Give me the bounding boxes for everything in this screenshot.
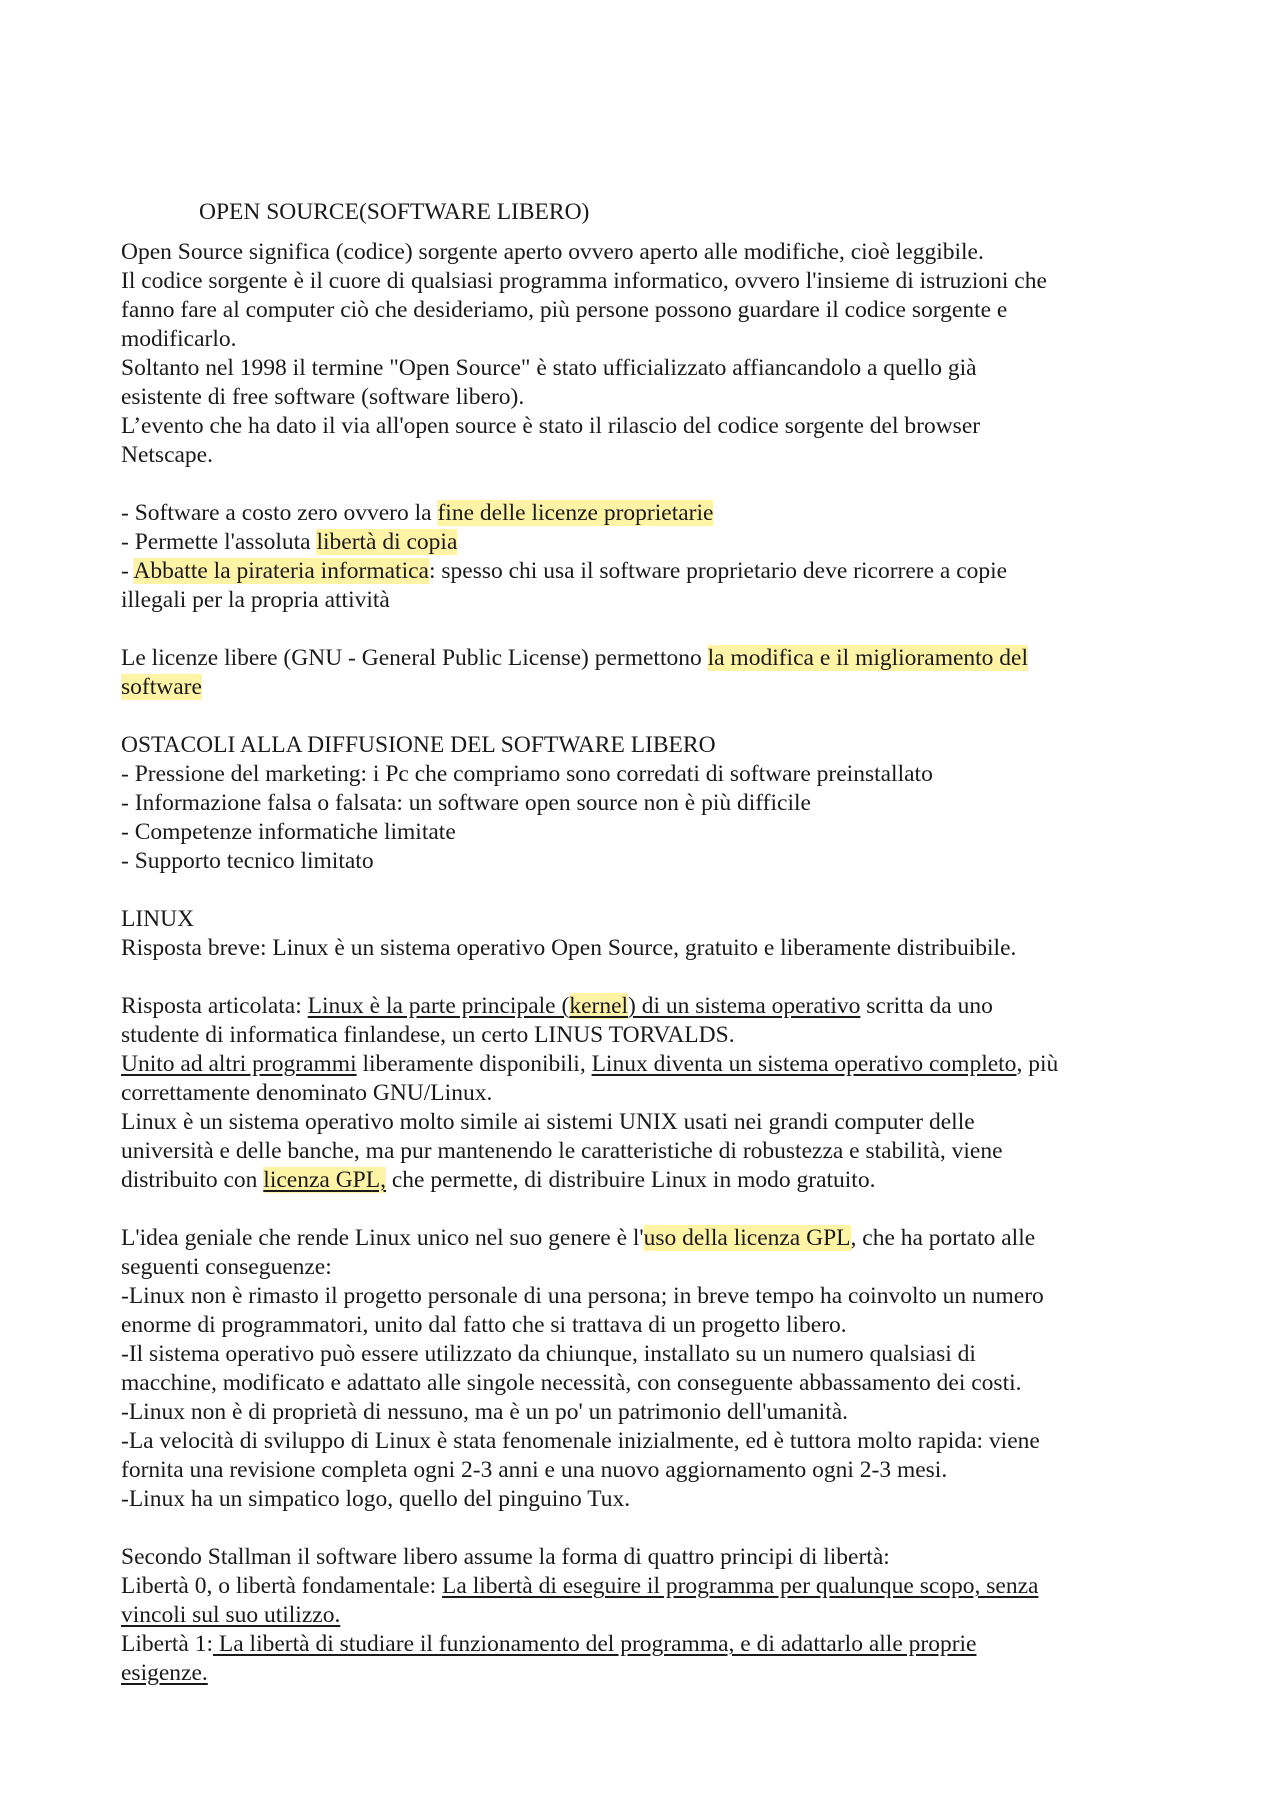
paragraph-line: esistente di free software (software libero). [121, 384, 525, 410]
list-item: -La velocità di sviluppo di Linux è stata fenomenale inizialmente, ed è tuttora molto rapida: viene [121, 1428, 1040, 1454]
paragraph-line: fanno fare al computer ciò che desideriamo, più persone possono guardare il codice sorgente e [121, 297, 1008, 323]
underlined-text: Linux diventa un sistema operativo completo [591, 1051, 1017, 1077]
section-heading: LINUX [121, 906, 195, 932]
paragraph-line: Secondo Stallman il software libero assume la forma di quattro principi di libertà: [121, 1544, 890, 1570]
section-heading: OSTACOLI ALLA DIFFUSIONE DEL SOFTWARE LIBERO [121, 732, 716, 758]
list-item: -Linux non è rimasto il progetto personale di una persona; in breve tempo ha coinvolto un numero [121, 1283, 1044, 1309]
document-body [121, 198, 1181, 1688]
paragraph-line: correttamente denominato GNU/Linux. [121, 1080, 493, 1106]
highlighted-text: Abbatte la pirateria informatica [133, 558, 429, 584]
paragraph-line [121, 1601, 1181, 1630]
page-title: OPEN SOURCE(SOFTWARE LIBERO) [199, 199, 590, 225]
list-item-continuation: illegali per la propria attività [121, 587, 390, 613]
intro-section [121, 238, 1181, 470]
underlined-text: esigenze. [121, 1660, 208, 1686]
paragraph-line: Il codice sorgente è il cuore di qualsiasi programma informatico, ovvero l'insieme di istruzioni che [121, 268, 1047, 294]
paragraph-line: distribuito con licenza GPL, che permette, di distribuire Linux in modo gratuito. [121, 1167, 876, 1193]
paragraph-line: Risposta breve: Linux è un sistema operativo Open Source, gratuito e liberamente distribuibile. [121, 935, 1017, 961]
list-item: enorme di programmatori, unito dal fatto che si trattava di un progetto libero. [121, 1312, 847, 1338]
highlighted-text: licenza GPL, [263, 1167, 386, 1193]
list-item: - Software a costo zero ovvero la fine delle licenze proprietarie [121, 500, 714, 526]
paragraph-line: Open Source significa (codice) sorgente aperto ovvero aperto alle modifiche, cioè leggibile. [121, 239, 984, 265]
paragraph-line: studente di informatica finlandese, un certo LINUS TORVALDS. [121, 1022, 735, 1048]
paragraph-line: L'idea geniale che rende Linux unico nel suo genere è l'uso della licenza GPL, che ha portato alle [121, 1225, 1036, 1251]
highlighted-text: kernel [569, 993, 629, 1019]
underlined-text: vincoli sul suo utilizzo. [121, 1602, 341, 1628]
underlined-text: La libertà di eseguire il programma per qualunque scopo, senza [442, 1573, 1039, 1599]
paragraph-line: seguenti conseguenze: [121, 1254, 332, 1280]
highlighted-text: software [121, 674, 202, 700]
paragraph-line: Unito ad altri programmi liberamente disponibili, Linux diventa un sistema operativo completo, più [121, 1051, 1059, 1077]
list-item: - Abbatte la pirateria informatica: spesso chi usa il software proprietario deve ricorrere a copie [121, 558, 1008, 584]
paragraph-line: modificarlo. [121, 326, 237, 352]
list-item: macchine, modificato e adattato alle singole necessità, con conseguente abbassamento dei costi. [121, 1370, 1022, 1396]
highlighted-text: la modifica e il miglioramento del [707, 645, 1029, 671]
stallman-section [121, 1543, 1181, 1688]
paragraph-line: Risposta articolata: Linux è la parte principale (kernel) di un sistema operativo scritta da uno [121, 993, 993, 1019]
list-item: - Supporto tecnico limitato [121, 848, 374, 874]
paragraph-line: Netscape. [121, 442, 213, 468]
list-item: - Competenze informatiche limitate [121, 819, 456, 845]
paragraph-line: Libertà 0, o libertà fondamentale: La libertà di eseguire il programma per qualunque scopo, senza [121, 1573, 1039, 1599]
paragraph-line: Linux è un sistema operativo molto simile ai sistemi UNIX usati nei grandi computer delle [121, 1109, 975, 1135]
list-item: -Linux ha un simpatico logo, quello del pinguino Tux. [121, 1486, 631, 1512]
linux-section [121, 905, 1181, 1195]
list-item: -Linux non è di proprietà di nessuno, ma è un po' un patrimonio dell'umanità. [121, 1399, 849, 1425]
list-item: - Informazione falsa o falsata: un software open source non è più difficile [121, 790, 811, 816]
benefits-list [121, 499, 1181, 615]
list-item: - Pressione del marketing: i Pc che compriamo sono corredati di software preinstallato [121, 761, 933, 787]
paragraph-line: Libertà 1: La libertà di studiare il funzionamento del programma, e di adattarlo alle proprie [121, 1631, 977, 1657]
obstacles-section [121, 731, 1181, 876]
underlined-text: Unito ad altri programmi [121, 1051, 357, 1077]
highlighted-text: libertà di copia [316, 529, 458, 555]
paragraph-line [121, 1659, 1181, 1688]
underlined-text: La libertà di studiare il funzionamento del programma, e di adattarlo alle proprie [213, 1631, 977, 1657]
licenses-paragraph [121, 644, 1181, 702]
list-item: - Permette l'assoluta libertà di copia [121, 529, 458, 555]
highlighted-text: fine delle licenze proprietarie [437, 500, 714, 526]
paragraph-line [121, 673, 1181, 702]
paragraph-line: Soltanto nel 1998 il termine "Open Source" è stato ufficializzato affiancandolo a quello già [121, 355, 977, 381]
paragraph-line: Le licenze libere (GNU - General Public License) permettono la modifica e il miglioramento del [121, 645, 1029, 671]
idea-section [121, 1224, 1181, 1514]
underlined-text: Linux è la parte principale (kernel) di un sistema operativo [307, 993, 861, 1019]
list-item: fornita una revisione completa ogni 2-3 anni e una nuovo aggiornamento ogni 2-3 mesi. [121, 1457, 948, 1483]
highlighted-text: uso della licenza GPL [643, 1225, 851, 1251]
paragraph-line: L’evento che ha dato il via all'open source è stato il rilascio del codice sorgente del browser [121, 413, 981, 439]
list-item: -Il sistema operativo può essere utilizzato da chiunque, installato su un numero qualsiasi di [121, 1341, 976, 1367]
paragraph-line: università e delle banche, ma pur mantenendo le caratteristiche di robustezza e stabilità, viene [121, 1138, 1003, 1164]
